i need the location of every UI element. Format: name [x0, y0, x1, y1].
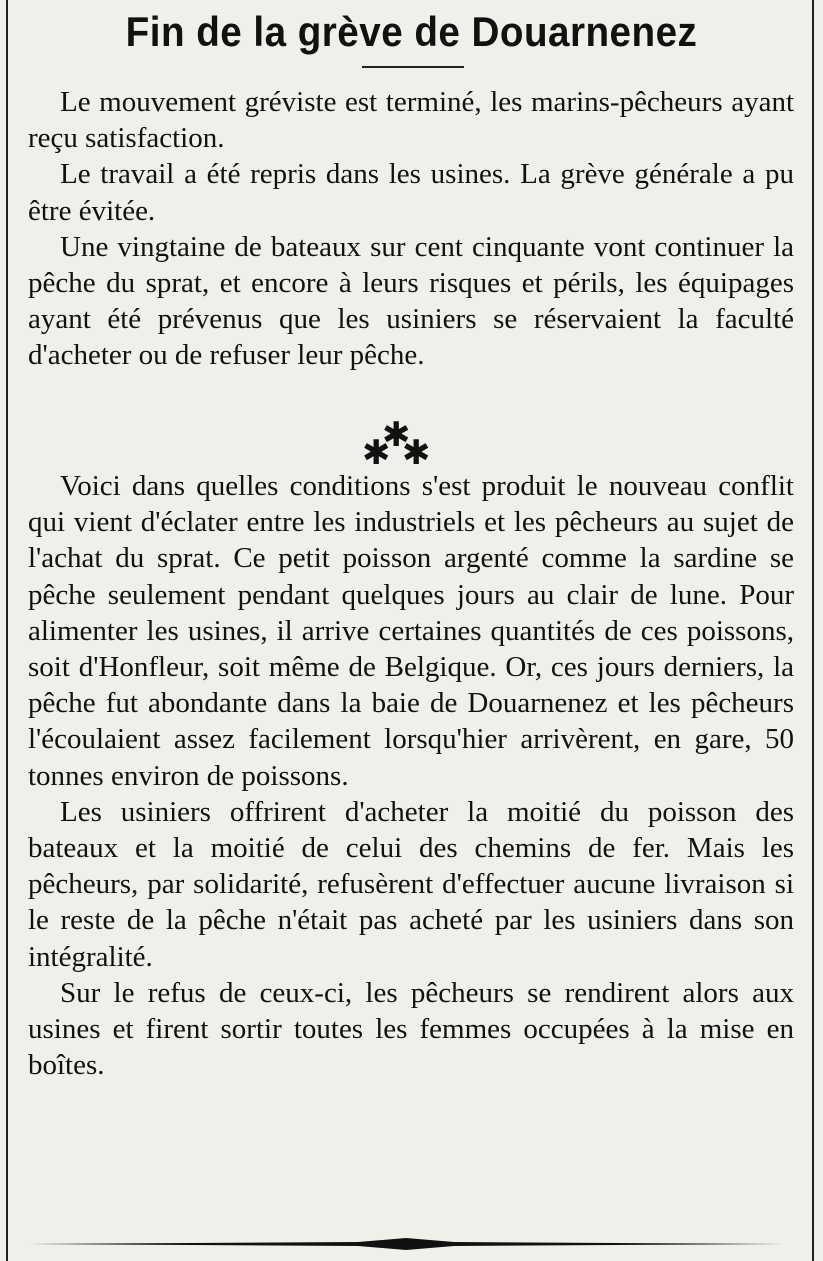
- article-body-top: [28, 84, 794, 374]
- paragraph-work-resumed: Le travail a été repris dans les usines. La grève générale a pu être évitée.: [28, 158, 794, 227]
- bottom-ornamental-rule: [28, 1238, 785, 1250]
- asterism-separator: [360, 415, 431, 473]
- paragraph-refusal: Sur le refus de ceux-ci, les pêcheurs se rendirent alors aux usines et firent sortir toutes les femmes occupées à la mise en boîtes.: [28, 976, 794, 1082]
- article-headline: Fin de la grève de Douarnenez: [125, 8, 698, 55]
- asterism-star-top: ✱: [382, 415, 411, 455]
- paragraph-strike-ended: Le mouvement gréviste est terminé, les marins-pêcheurs ayant reçu satisfaction.: [28, 86, 794, 155]
- article-body-bottom: [28, 468, 794, 1083]
- paragraph-factory-offer: Les usiniers offrirent d'acheter la moitié du poisson des bateaux et la moitié de celui des chemins de fer. Mais les pêcheurs, par solidarité, refusèrent d'effectuer aucune livraison si le reste de la pêche n'était pas acheté par les usiniers dans son intégralité.: [28, 795, 794, 973]
- asterism-star-left: ✱: [362, 433, 391, 473]
- column-rule-right: [812, 0, 814, 1261]
- asterism-star-right: ✱: [402, 433, 431, 473]
- paragraph-boats-continue: Une vingtaine de bateaux sur cent cinquante vont continuer la pêche du sprat, et encore à leurs risques et périls, les équipages ayant été prévenus que les usiniers se réservaient la faculté d'acheter ou de refuser leur pêche.: [28, 230, 794, 372]
- headline-underline: [362, 66, 464, 68]
- paragraph-conflict-origin: Voici dans quelles conditions s'est produit le nouveau conflit qui vient d'éclater entre les industriels et les pêcheurs au sujet de l'achat du sprat. Ce petit poisson argenté comme la sardine se pêche seulement pendant quelques jours au clair de lune. Pour alimenter les usines, il arrive certaines quantités de ces poissons, soit d'Honfleur, soit même de Belgique. Or, ces jours derniers, la pêche fut abondante dans la baie de Douarnenez et les pêcheurs l'écoulaient assez facilement lorsqu'hier arrivèrent, en gare, 50 tonnes environ de poissons.: [28, 470, 794, 792]
- column-rule-left: [6, 0, 8, 1261]
